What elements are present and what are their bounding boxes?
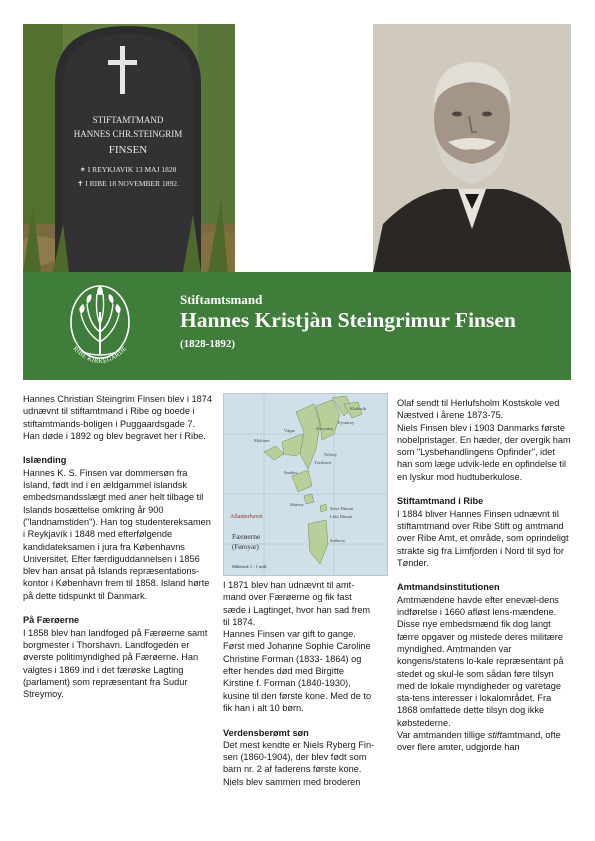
gravestone-line1: STIFTAMTMAND [92, 115, 164, 125]
map-country-name: Færøerne [232, 532, 261, 541]
map-label-nolsoy: Nólsoy [324, 452, 338, 457]
skuvoy-island [304, 494, 314, 504]
heading-verdensberoemt-soen: Verdensberømt søn [223, 727, 309, 738]
page-title: Hannes Kristjàn Steingrimur Finsen [180, 308, 516, 332]
paragraph-herlufsholm: Olaf sendt til Herlufsholm Kostskole ved Næstved i årene 1873-75. [397, 398, 560, 421]
heading-amtmandsinstitutionen: Amtmandsinstitutionen [397, 582, 500, 593]
title-banner [23, 272, 571, 380]
map-label-sandoy: Sandoy [284, 470, 298, 475]
paragraph-stiftamtmand-ribe: I 1884 bliver Hannes Finsen udnævnt til stiftamtmand over Ribe Stift og amtmand over Ribe Amt, et område, som oprindeligt strakte sig fra Limfjorden i Nord til syd for Tønder. [397, 508, 569, 568]
banner-kicker: Stiftamtsmand [180, 292, 263, 307]
map-label-litla-dimun: Lítla Dímun [330, 514, 353, 519]
map-label-eysturoy: Eysturoy [338, 420, 355, 425]
column-2 [223, 579, 375, 800]
paragraph-amtmandsinstitutionen: Amtmændene havde efter enevæl-dens indførelse i 1660 afløst lens-mændene. Disse nye embedsmænd fik dog langt færre opgaver og mistede deres militære myndighed. Amtmanden var kongens/statens lo-kale repræsentant på stedet og skul-le som sådan føre tilsyn med de lokale myndigheder og varetage sta-tens interesser i lokalområdet. Fra 1868 omfattede dette tilsyn dog ikke købstederne. [397, 594, 564, 728]
faroe-islands-map [223, 393, 388, 576]
map-label-skuvoy: Skúvoy [290, 502, 304, 507]
map-label-vagar: Vágar [284, 428, 295, 433]
column-1 [23, 393, 213, 713]
continued-text-end: amtmand, ofte over flere amter, udgjorde han [397, 730, 561, 753]
map-scale: Målestok 1 : 1 mill. [232, 564, 268, 569]
paragraph-family: Hannes Finsen var gift to gange. Først med Johanne Sophie Caroline Christine Forman (1833- 1864) og efter hendes død med Birgitte Kirstine f. Forman (1840-1930), kusine til den første kone. Med de to fik han i alt 10 børn. [223, 629, 372, 713]
paragraph-islaending: Hannes K. S. Finsen var dommersøn fra Island, født ind i en ældgammel islandsk embedsmandsslægt med aner helt tilbage til Islands bosættelse omkring år 900 ("landnamstiden"). Han tog studentereksamen i Reykjavík i 1848 med efterfølgende kandidateksamen i jura fra Københavns Universitet. Efter færdiguddannelsen i 1856 blev han ansat på Islands repræsentations-kontor i København frem til 1858. Island hørte på dette tidspunkt til Danmark. [23, 467, 211, 601]
paragraph-nobelpris: Niels Finsen blev i 1903 Danmarks første nobelpristager. En hæder, der overgik ham som "Lysbehandlingens Opfinder", idet han som læge udvik-lede en opfindelse til en lyskur mod hudtuberkulose. [397, 422, 571, 482]
continued-text-start: Var amtmanden tillige [397, 730, 488, 741]
heading-stiftamtmand-ribe: Stiftamtmand i Ribe [397, 496, 484, 507]
map-label-suduroy: Suðuroy [330, 538, 346, 543]
intro-paragraph: Hannes Christian Steingrim Finsen blev i 1874 udnævnt til stiftamtmand i Ribe og boede i stiftamtmands-boligen i Puggaardsgade 7. Han døde i 1892 og blev begravet her i Ribe. [23, 394, 212, 441]
column-3 [397, 397, 572, 766]
gravestone-line3: FINSEN [108, 144, 148, 156]
map-label-mykines: Mykines [254, 438, 270, 443]
heading-islaending: Islænding [23, 455, 67, 466]
map-label-torshavn: Tórshavn [314, 460, 331, 465]
map-label-streymoy: Streymoy [316, 426, 334, 431]
portrait-photo [373, 24, 571, 272]
map-sea-label: Atlanterhavet [230, 514, 263, 520]
page-years: (1828-1892) [180, 338, 235, 350]
paragraph-verdensberoemt-soen: Det mest kendte er Niels Ryberg Fin-sen (1860-1904), der blev født som barn nr. 2 af faderens første kone. Niels blev sammen med broderen [223, 739, 375, 787]
ribe-kirkegaarde-logo [63, 282, 137, 374]
gravestone-born: ✶ I REYKJAVIK 13 MAJ 1828 [79, 165, 177, 174]
logo-text: RIBE KIRKEGÅRDE [71, 345, 129, 366]
gravestone-died: ✝ I RIBE 18 NOVEMBER 1892. [77, 179, 179, 188]
map-country-local-name: (Føroyar) [232, 543, 259, 551]
gravestone-line2: HANNES CHR.STEINGRIM [73, 129, 183, 139]
continued-text-emphasis: stift [487, 730, 503, 741]
paragraph-paa-faeroeerne: I 1858 blev han landfoged på Færøerne samt borgmester i Thorshavn. Landfogeden er øverste politimyndighed på Færøerne. Han valgtes i 1869 ind i det færøske Lagting (parlament) som repræsentant fra Sudur Streymoy. [23, 627, 208, 700]
heading-paa-faeroeerne: På Færøerne [23, 615, 80, 626]
gravestone-photo [23, 24, 235, 272]
map-label-klaksvik: Klaksvík [350, 406, 367, 411]
paragraph-amtmand-faeroeerne: I 1871 blev han udnævnt til amt-mand over Færøerne og fik fast sæde i Lagtinget, hvor han sad frem til 1874. [223, 580, 371, 627]
map-label-store-dimun: Stóra Dímun [330, 506, 354, 511]
paragraph-stiftamtmand-continued [397, 729, 572, 754]
